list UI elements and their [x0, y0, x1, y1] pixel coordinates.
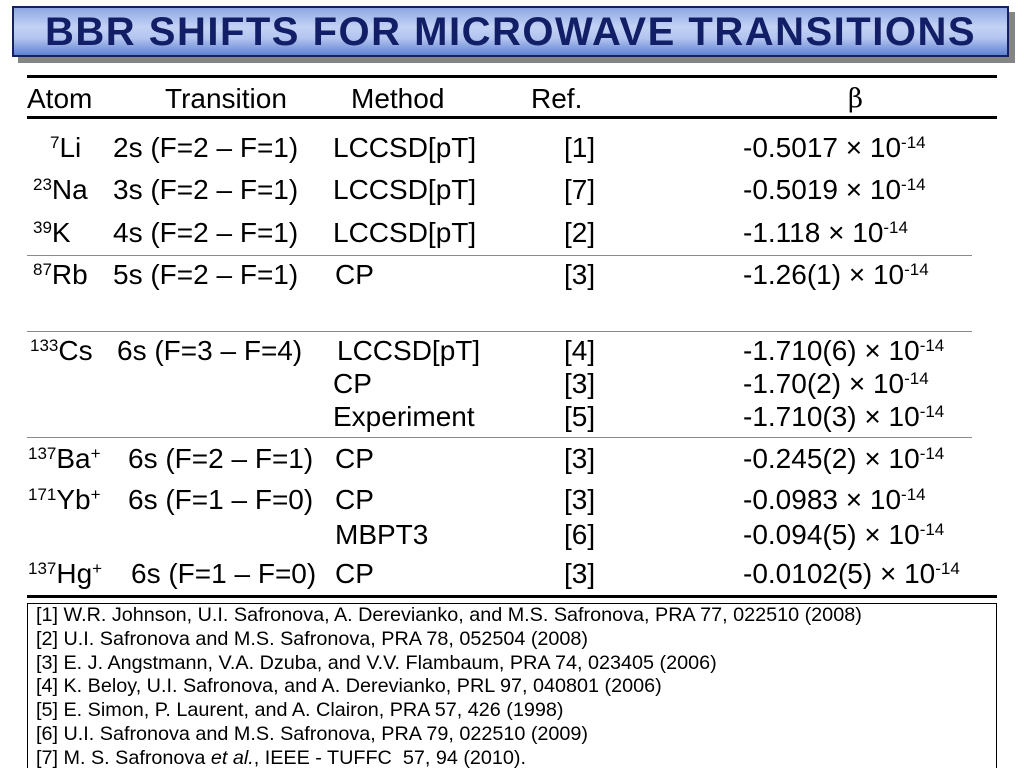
reference-item: [3] E. J. Angstmann, V.A. Dzuba, and V.V. Flambaum, PRA 74, 023405 (2006) [36, 651, 717, 674]
beta-mantissa: -0.5017 [743, 132, 838, 163]
beta-exponent: -14 [904, 369, 929, 388]
header-atom: Atom [27, 83, 93, 114]
beta-mantissa: -0.5019 [743, 174, 838, 205]
atom-cell [28, 560, 102, 588]
row-divider [27, 437, 972, 438]
beta-cell [743, 445, 944, 473]
mass-number: 7 [50, 133, 60, 152]
transition-cell: 4s (F=2 – F=1) [113, 217, 299, 248]
mass-number: 137 [28, 444, 57, 463]
method-cell: CP [335, 443, 374, 474]
reference-et-al: et al. [210, 746, 254, 768]
beta-exponent: -14 [919, 402, 945, 421]
beta-exponent: -14 [901, 485, 926, 504]
row-divider [27, 331, 972, 332]
times-ten: × 10 [864, 401, 920, 432]
reference-tail: , IEEE - TUFFC 57, 94 (2010). [253, 746, 526, 768]
header-method: Method [351, 83, 445, 114]
header-beta: β [848, 84, 864, 114]
ref-cell: [1] [564, 132, 596, 163]
ref-cell: [2] [564, 217, 596, 248]
table-bottom-rule [27, 595, 997, 598]
reference-item [36, 747, 996, 768]
reference-text: [7] M. S. Safronova [36, 746, 211, 768]
times-ten: × 10 [845, 132, 902, 163]
ref-cell: [3] [564, 443, 596, 474]
ref-cell: [4] [564, 335, 596, 366]
atom-cell [28, 486, 101, 514]
ion-charge: + [92, 559, 103, 578]
times-ten: × 10 [828, 217, 884, 248]
method-cell: CP [333, 368, 372, 399]
atom-cell [33, 261, 88, 289]
method-cell: LCCSD[pT] [337, 335, 481, 366]
method-cell: LCCSD[pT] [333, 217, 477, 248]
ion-charge: + [90, 444, 101, 463]
table-subrow [0, 403, 1024, 431]
beta-exponent: -14 [904, 260, 929, 279]
atom-cell [50, 134, 81, 162]
beta-cell [743, 521, 944, 549]
table-row [0, 176, 1024, 204]
beta-mantissa: -0.0102(5) [743, 558, 873, 589]
mass-number: 171 [28, 485, 57, 504]
transition-cell: 6s (F=2 – F=1) [128, 443, 314, 474]
table-row [0, 219, 1024, 247]
transition-cell: 5s (F=2 – F=1) [113, 259, 299, 290]
method-cell: LCCSD[pT] [333, 132, 477, 163]
beta-cell [743, 134, 926, 162]
beta-mantissa: -1.70(2) [743, 368, 842, 399]
beta-mantissa: -1.26(1) [743, 259, 842, 290]
beta-cell [743, 176, 926, 204]
method-cell: LCCSD[pT] [333, 174, 477, 205]
ref-cell: [3] [564, 558, 596, 589]
element-symbol: Rb [51, 259, 88, 290]
table-row [0, 486, 1024, 514]
atom-cell [30, 337, 93, 365]
references-box [27, 603, 997, 768]
times-ten: × 10 [879, 558, 936, 589]
beta-cell [743, 219, 908, 247]
element-symbol: K [51, 217, 71, 248]
method-cell: CP [335, 558, 374, 589]
mass-number: 39 [33, 218, 52, 237]
reference-item: [4] K. Beloy, U.I. Safronova, and A. Derevianko, PRL 97, 040801 (2006) [36, 675, 662, 698]
ion-charge: + [90, 485, 101, 504]
header-ref: Ref. [531, 83, 583, 114]
transition-cell: 6s (F=1 – F=0) [131, 558, 317, 589]
header-rule [27, 116, 997, 119]
reference-item: [1] W.R. Johnson, U.I. Safronova, A. Derevianko, and M.S. Safronova, PRA 77, 022510 (2008) [36, 604, 862, 626]
reference-item: [2] U.I. Safronova and M.S. Safronova, PRA 78, 052504 (2008) [36, 627, 589, 650]
beta-exponent: -14 [919, 444, 945, 463]
transition-cell: 6s (F=3 – F=4) [117, 335, 303, 366]
table-row [0, 445, 1024, 473]
ref-cell: [3] [564, 259, 596, 290]
beta-mantissa: -0.245(2) [743, 443, 857, 474]
element-symbol: Na [51, 174, 88, 205]
table-row [0, 134, 1024, 162]
element-symbol: Cs [58, 335, 93, 366]
beta-exponent: -14 [919, 336, 945, 355]
times-ten: × 10 [845, 174, 902, 205]
table-header-row [0, 85, 1024, 113]
beta-cell [743, 370, 929, 398]
beta-cell [743, 560, 960, 588]
table-row [0, 337, 1024, 365]
method-cell: Experiment [333, 401, 475, 432]
table-subrow [0, 370, 1024, 398]
table-subrow [0, 521, 1024, 549]
transition-cell: 2s (F=2 – F=1) [113, 132, 299, 163]
table-top-rule [27, 75, 997, 78]
element-symbol: Yb [56, 484, 91, 515]
mass-number: 133 [30, 336, 59, 355]
beta-cell [743, 337, 944, 365]
ref-cell: [6] [564, 519, 596, 550]
times-ten: × 10 [845, 484, 902, 515]
atom-cell [28, 445, 101, 473]
method-cell: MBPT3 [335, 519, 429, 550]
header-transition: Transition [165, 83, 287, 114]
beta-cell [743, 403, 944, 431]
times-ten: × 10 [864, 335, 920, 366]
beta-exponent: -14 [901, 133, 926, 152]
atom-cell [33, 176, 88, 204]
beta-exponent: -14 [883, 218, 908, 237]
ref-cell: [3] [564, 368, 596, 399]
atom-cell [33, 219, 71, 247]
beta-mantissa: -1.710(3) [743, 401, 857, 432]
beta-mantissa: -0.094(5) [743, 519, 857, 550]
element-symbol: Ba [56, 443, 91, 474]
reference-item: [5] E. Simon, P. Laurent, and A. Clairon, PRA 57, 426 (1998) [36, 699, 564, 722]
reference-item: [6] U.I. Safronova and M.S. Safronova, PRA 79, 022510 (2009) [36, 722, 589, 745]
beta-mantissa: -1.118 [743, 217, 821, 248]
transition-cell: 3s (F=2 – F=1) [113, 174, 299, 205]
times-ten: × 10 [864, 519, 920, 550]
times-ten: × 10 [848, 259, 905, 290]
table-row [0, 560, 1024, 588]
mass-number: 87 [33, 260, 52, 279]
ref-cell: [5] [564, 401, 596, 432]
beta-exponent: -14 [919, 520, 945, 539]
mass-number: 23 [33, 175, 52, 194]
ref-cell: [3] [564, 484, 596, 515]
beta-mantissa: -1.710(6) [743, 335, 857, 366]
times-ten: × 10 [848, 368, 905, 399]
beta-exponent: -14 [901, 175, 926, 194]
row-divider [27, 255, 972, 256]
times-ten: × 10 [864, 443, 920, 474]
ref-cell: [7] [564, 174, 596, 205]
element-symbol: Li [59, 132, 82, 163]
transition-cell: 6s (F=1 – F=0) [128, 484, 314, 515]
beta-exponent: -14 [935, 559, 960, 578]
method-cell: CP [335, 484, 374, 515]
title-box [12, 6, 1009, 57]
slide-title: BBR SHIFTS FOR MICROWAVE TRANSITIONS [44, 9, 977, 54]
mass-number: 137 [28, 559, 57, 578]
element-symbol: Hg [56, 558, 93, 589]
beta-cell [743, 261, 929, 289]
table-row [0, 261, 1024, 289]
beta-mantissa: -0.0983 [743, 484, 838, 515]
method-cell: CP [335, 259, 374, 290]
beta-cell [743, 486, 926, 514]
